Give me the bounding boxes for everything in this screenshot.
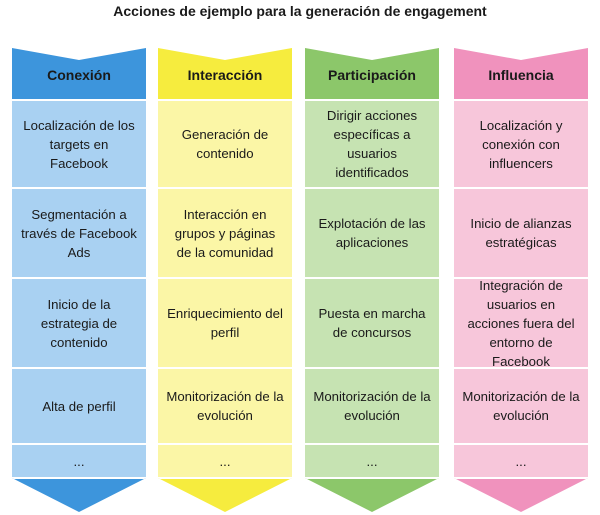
column-influencia	[454, 48, 588, 512]
column-interaccion	[158, 48, 292, 512]
column-item: ...	[73, 453, 85, 469]
column-item: Monitorización de la evolución	[166, 389, 284, 423]
column-conexion	[12, 48, 146, 512]
column-header: Conexión	[47, 67, 111, 83]
column-item: ...	[366, 453, 378, 469]
column-item: Generación de contenido	[181, 127, 269, 161]
column-arrow-tip	[305, 478, 439, 512]
column-item: Puesta en marcha de concursos	[318, 306, 426, 340]
column-participacion	[305, 48, 439, 512]
column-header: Influencia	[488, 67, 554, 83]
column-item: Enriquecimiento del perfil	[167, 306, 283, 340]
column-item: Explotación de las aplicaciones	[318, 216, 426, 250]
column-item: Dirigir acciones específicas a usuarios identificados	[326, 108, 418, 180]
column-item: Monitorización de la evolución	[462, 389, 580, 423]
column-item: Segmentación a través de Facebook Ads	[21, 206, 137, 260]
column-arrow-tip	[12, 478, 146, 512]
column-header: Participación	[328, 67, 416, 83]
column-item: Monitorización de la evolución	[313, 389, 431, 423]
column-arrow-tip	[454, 478, 588, 512]
column-item: Interacción en grupos y páginas de la comunidad	[174, 206, 276, 260]
column-item: ...	[515, 453, 527, 469]
column-item: Localización y conexión con influencers	[479, 117, 563, 171]
column-item: Inicio de alianzas estratégicas	[470, 216, 572, 250]
column-header: Interacción	[187, 67, 263, 83]
column-item: Inicio de la estrategia de contenido	[40, 296, 118, 350]
column-item: ...	[219, 453, 231, 469]
column-item: Localización de los targets en Facebook	[23, 117, 135, 171]
column-arrow-tip	[158, 478, 292, 512]
column-item: Alta de perfil	[42, 398, 116, 414]
diagram-title: Acciones de ejemplo para la generación de engagement	[113, 3, 487, 19]
column-item: Integración de usuarios en acciones fuera del entorno de Facebook	[467, 277, 575, 369]
